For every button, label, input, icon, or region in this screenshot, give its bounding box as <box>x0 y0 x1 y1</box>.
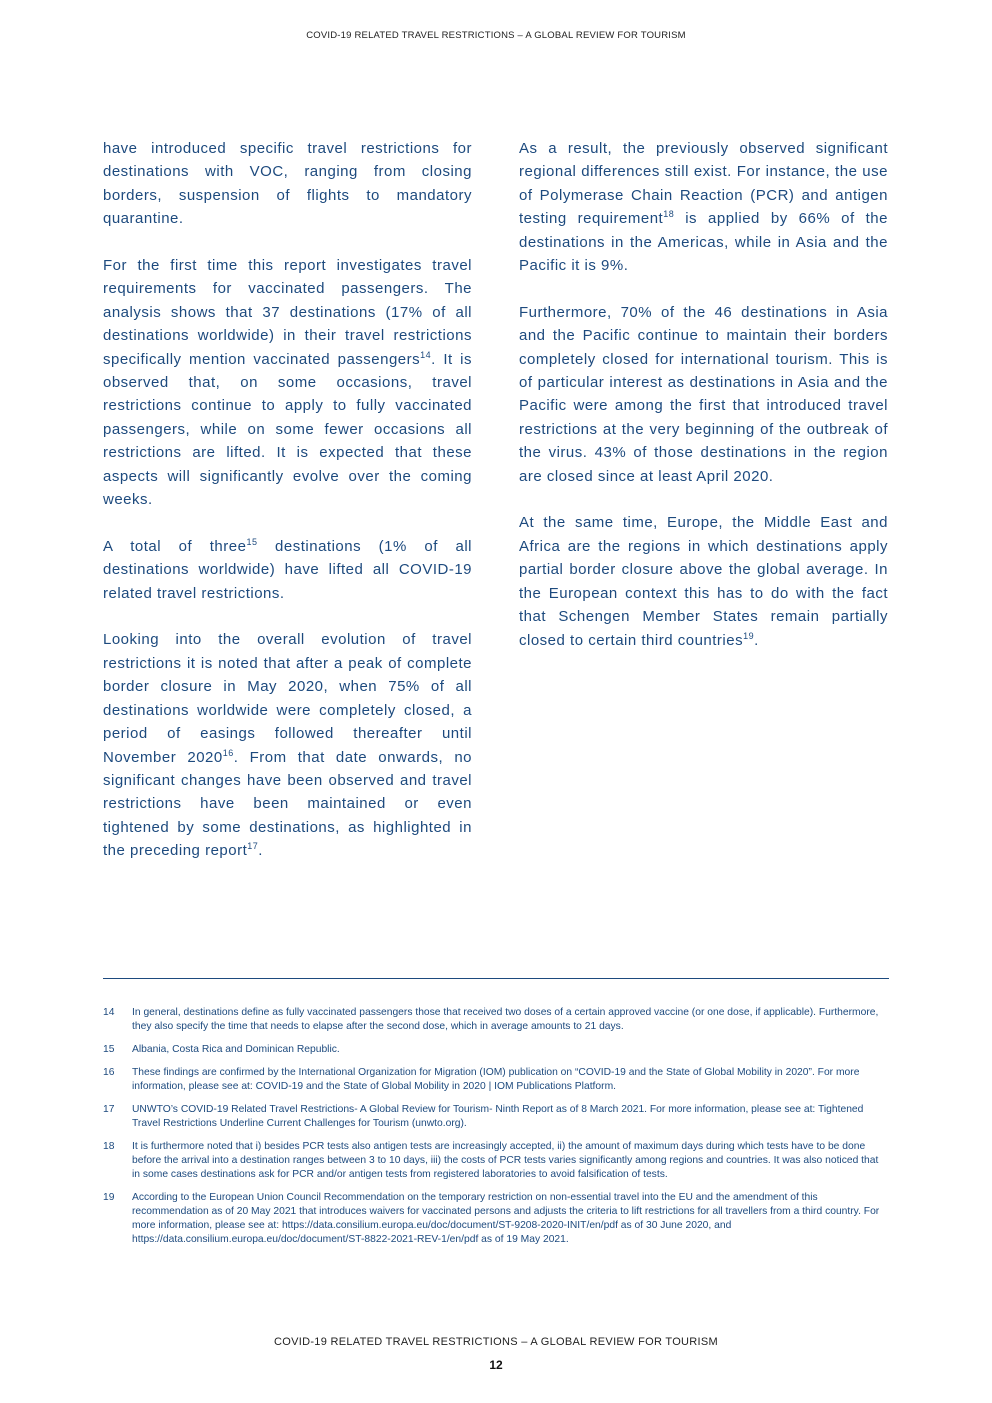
footnote-14 <box>103 1006 889 1034</box>
footnote-18 <box>103 1140 889 1182</box>
right-paragraph-2: Furthermore, 70% of the 46 destinations in Asia and the Pacific continue to maintain their borders completely closed for international tourism. This is of particular interest as destinations in Asia and the Pacific were among the first that introduced travel restrictions at the very beginning of the outbreak of the virus. 43% of those destinations in the region are closed since at least April 2020. <box>519 303 888 485</box>
footnote-ref-16: 16 <box>222 747 234 758</box>
footnote-ref-15: 15 <box>246 536 258 547</box>
left-paragraph-3: A total of three$^{15}$ destinations (1% of all destinations worldwide) have lifted all COVID-19 related travel restrictions. <box>103 536 473 602</box>
running-header: COVID-19 RELATED TRAVEL RESTRICTIONS – A GLOBAL REVIEW FOR TOURISM <box>306 30 686 41</box>
footnote-16 <box>103 1066 889 1094</box>
footnote-number: 18 <box>103 1141 115 1152</box>
footnote-number: 17 <box>103 1104 115 1115</box>
left-paragraph-1: have introduced specific travel restrictions for destinations with VOC, ranging from closing borders, suspension of flights to mandatory quarantine. <box>103 140 472 228</box>
footnote-ref-17: 17 <box>247 841 259 852</box>
right-paragraph-3: At the same time, Europe, the Middle East and Africa are the regions in which destinations apply partial border closure above the global average. In the European context this has to do with the fact that Schengen Member States remain partially closed to certain third countries$^{19}$. <box>519 514 888 649</box>
footnote-text: It is furthermore noted that i) besides PCR tests also antigen tests are increasingly accepted, ii) the amount of maximum days during which tests have to be done before the arrival into a destination ranges between 3 to 10 days, iii) the costs of PCR tests varies significantly among regions and countries. It was also noticed that in some cases destinations ask for PCR and/or antigen tests from registered laboratories to avoid falsification of tests. <box>132 1141 879 1180</box>
footnote-text: Albania, Costa Rica and Dominican Republic. <box>132 1044 340 1055</box>
footnote-ref-19: 19 <box>743 630 755 641</box>
left-paragraph-4: Looking into the overall evolution of travel restrictions it is noted that after a peak of complete border closure in May 2020, when 75% of all destinations worldwide were completely closed, a period of easings followed thereafter until November 2020$^{16}$. From that date onwards, no significant changes have been observed and travel restrictions have been maintained or even tightened by some destinations, as highlighted in the preceding report$^{17}$. <box>103 631 472 860</box>
left-column <box>103 137 472 886</box>
footnote-15 <box>103 1043 889 1057</box>
footnote-text: According to the European Union Council Recommendation on the temporary restriction on non-essential travel into the EU and the amendment of this recommendation as of 20 May 2021 that introduces waivers for vaccinated persons and adjusts the criteria to lift restrictions for all travellers from a third country. For more information, please see at: https://data.consilium.europa.eu/doc/document/ST-9208-2020-INIT/en/pdf as of 30 June 2020, and https://data.consilium.europa.eu/doc/document/ST-8822-2021-REV-1/en/pdf as of 19 May 2021. <box>132 1192 880 1245</box>
page-number: 12 <box>489 1358 503 1372</box>
footnote-number: 14 <box>103 1007 115 1018</box>
left-paragraph-2: For the first time this report investigates travel requirements for vaccinated passengers. The analysis shows that 37 destinations (17% of all destinations worldwide) in their travel restrictions specifically mention vaccinated passengers$^{14}$. It is observed that, on some occasions, travel restrictions continue to apply to fully vaccinated passengers, while on some fewer occasions all restrictions are lifted. It is expected that these aspects will significantly evolve over the coming weeks. <box>103 257 473 509</box>
running-footer: COVID-19 RELATED TRAVEL RESTRICTIONS – A GLOBAL REVIEW FOR TOURISM <box>273 1336 718 1348</box>
footnote-ref-14: 14 <box>420 349 432 360</box>
footnote-number: 15 <box>103 1044 115 1055</box>
footnote-text: UNWTO’s COVID-19 Related Travel Restrictions- A Global Review for Tourism- Ninth Report as of 8 March 2021. For more information, please see at: Tightened Travel Restrictions Underline Current Challenges for Tourism (unwto.org). <box>132 1104 864 1129</box>
footnote-text: In general, destinations define as fully vaccinated passengers those that received two doses of a certain approved vaccine (or one dose, if applicable). Furthermore, they also specify the time that needs to elapse after the second dose, which in average amounts to 21 days. <box>132 1007 879 1032</box>
footnote-17 <box>103 1103 889 1131</box>
footnote-number: 19 <box>103 1192 115 1203</box>
footnote-text: These findings are confirmed by the International Organization for Migration (IOM) publication on “COVID-19 and the State of Global Mobility in 2020”. For more information, please see at: COVID-19 and the State of Global Mobility in 2020 | IOM Publications Platform. <box>132 1067 860 1092</box>
right-column <box>519 137 888 675</box>
footnote-number: 16 <box>103 1067 115 1078</box>
footnote-19 <box>103 1191 889 1247</box>
footnotes <box>103 1006 889 1256</box>
footnote-divider <box>103 978 889 979</box>
right-paragraph-1: As a result, the previously observed significant regional differences still exist. For instance, the use of Polymerase Chain Reaction (PCR) and antigen testing requirement$^{18}$ is applied by 66% of the destinations in the Americas, while in Asia and the Pacific it is 9%. <box>519 140 888 275</box>
footnote-ref-18: 18 <box>663 209 675 220</box>
